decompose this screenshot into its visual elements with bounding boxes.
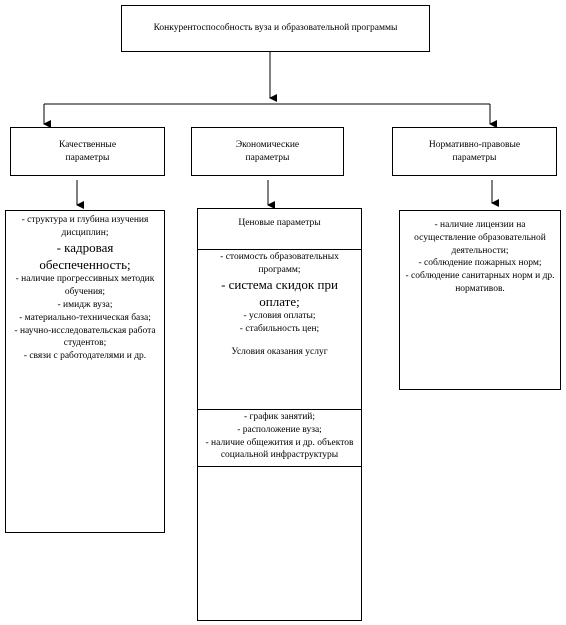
price-title: Ценовые параметры: [238, 218, 321, 228]
list-item: - система скидок при оплате;: [221, 276, 338, 309]
price-list: [198, 251, 361, 359]
category-economic-label: Экономические параметры: [235, 139, 300, 163]
service-title: Условия оказания услуг: [231, 347, 328, 358]
list-item: - график занятий;: [243, 412, 315, 422]
list-item: - соблюдение санитарных норм и др. нормативов.: [405, 271, 555, 295]
list-item: - соблюдение пожарных норм;: [418, 258, 542, 269]
category-legal-label: Нормативно-правовые параметры: [428, 139, 521, 163]
legal-details-box: [399, 210, 561, 390]
quality-details-box: [5, 210, 165, 533]
root-title: Конкурентоспособность вуза и образовательной программы: [153, 23, 398, 34]
divider: [198, 249, 361, 250]
divider: [198, 466, 361, 467]
list-item: - условия оплаты;: [243, 311, 316, 322]
category-quality-box: [10, 127, 165, 176]
list-item: - стоимость образовательных программ;: [220, 252, 339, 275]
list-item: - имидж вуза;: [57, 300, 113, 311]
list-item: - материально-техническая база;: [19, 312, 151, 323]
list-item: - расположение вуза;: [237, 424, 322, 435]
category-legal-box: [392, 127, 557, 176]
list-item: - наличие лицензии на осуществление образовательной деятельности;: [414, 220, 546, 256]
list-item: - наличие общежития и др. объектов социальной инфраструктуры: [205, 437, 354, 461]
list-item: - наличие прогрессивных методик обучения;: [15, 274, 155, 298]
root-box: [121, 5, 430, 52]
list-item: - структура и глубина изучения дисциплин;: [21, 215, 149, 238]
list-item: - связи с работодателями и др.: [23, 351, 147, 362]
category-economic-box: [191, 127, 344, 176]
list-item: - кадровая обеспеченность;: [39, 239, 131, 272]
divider: [198, 409, 361, 410]
category-quality-label: Качественные параметры: [58, 139, 117, 163]
list-item: - стабильность цен;: [239, 324, 320, 335]
list-item: - научно-исследовательская работа студентов;: [14, 325, 156, 349]
service-list: [198, 411, 361, 462]
economic-details-box: [197, 208, 362, 621]
